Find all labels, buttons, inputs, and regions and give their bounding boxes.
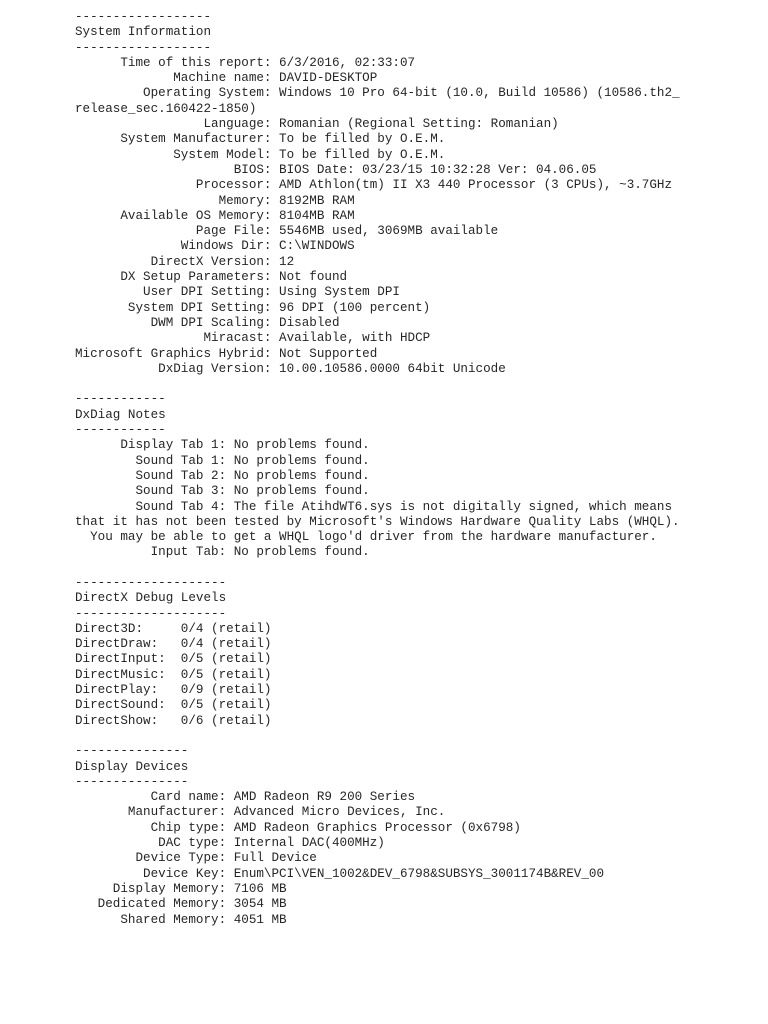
report-line: that it has not been tested by Microsoft's Windows Hardware Quality Labs (WHQL).: [75, 514, 680, 529]
report-line: Sound Tab 2: No problems found.: [75, 468, 370, 483]
report-line: Memory: 8192MB RAM: [75, 193, 355, 208]
report-line: Operating System: Windows 10 Pro 64-bit (10.0, Build 10586) (10586.th2_: [75, 86, 680, 101]
report-line: Language: Romanian (Regional Setting: Romanian): [75, 117, 559, 132]
report-line: --------------------: [75, 606, 227, 621]
report-line: DxDiag Notes: [75, 407, 166, 422]
report-line: Page File: 5546MB used, 3069MB available: [75, 224, 499, 239]
report-line: DirectMusic: 0/5 (retail): [75, 667, 272, 682]
report-line: DWM DPI Scaling: Disabled: [75, 315, 340, 330]
report-line: Shared Memory: 4051 MB: [75, 912, 287, 927]
report-line: System Information: [75, 25, 212, 40]
report-line: ---------------: [75, 774, 189, 789]
report-line: Sound Tab 1: No problems found.: [75, 453, 370, 468]
report-line: --------------------: [75, 575, 227, 590]
report-line: Available OS Memory: 8104MB RAM: [75, 208, 355, 223]
report-line: Windows Dir: C:\WINDOWS: [75, 239, 355, 254]
report-line: User DPI Setting: Using System DPI: [75, 285, 400, 300]
report-line: System DPI Setting: 96 DPI (100 percent): [75, 300, 431, 315]
report-line: Display Devices: [75, 759, 189, 774]
report-line: DirectX Version: 12: [75, 254, 295, 269]
report-line: DxDiag Version: 10.00.10586.0000 64bit Unicode: [75, 361, 506, 376]
report-line: You may be able to get a WHQL logo'd driver from the hardware manufacturer.: [75, 530, 657, 545]
report-line: Display Tab 1: No problems found.: [75, 438, 370, 453]
report-line: DirectDraw: 0/4 (retail): [75, 637, 272, 652]
report-line: Time of this report: 6/3/2016, 02:33:07: [75, 55, 416, 70]
report-line: Sound Tab 3: No problems found.: [75, 484, 370, 499]
report-line: Sound Tab 4: The file AtihdWT6.sys is not digitally signed, which means: [75, 499, 673, 514]
report-line: Chip type: AMD Radeon Graphics Processor (0x6798): [75, 820, 521, 835]
report-line: Direct3D: 0/4 (retail): [75, 621, 272, 636]
report-line: Device Type: Full Device: [75, 851, 317, 866]
report-line: DAC type: Internal DAC(400MHz): [75, 836, 385, 851]
report-line: ---------------: [75, 744, 189, 759]
blank-line: [75, 729, 680, 744]
report-line: System Model: To be filled by O.E.M.: [75, 147, 446, 162]
report-line: DX Setup Parameters: Not found: [75, 270, 348, 285]
report-line: Dedicated Memory: 3054 MB: [75, 897, 287, 912]
dxdiag-report: [75, 10, 680, 928]
blank-line: [75, 377, 680, 392]
report-line: Processor: AMD Athlon(tm) II X3 440 Processor (3 CPUs), ~3.7GHz: [75, 178, 673, 193]
report-line: ------------------: [75, 40, 212, 55]
report-line: System Manufacturer: To be filled by O.E.M.: [75, 132, 446, 147]
report-line: DirectX Debug Levels: [75, 591, 227, 606]
report-line: ------------: [75, 392, 166, 407]
report-line: Card name: AMD Radeon R9 200 Series: [75, 790, 416, 805]
report-line: DirectPlay: 0/9 (retail): [75, 683, 272, 698]
report-line: ------------------: [75, 10, 212, 24]
report-line: Device Key: Enum\PCI\VEN_1002&DEV_6798&SUBSYS_3001174B&REV_00: [75, 866, 605, 881]
report-line: Machine name: DAVID-DESKTOP: [75, 71, 378, 86]
report-line: DirectInput: 0/5 (retail): [75, 652, 272, 667]
blank-line: [75, 561, 680, 576]
report-line: Microsoft Graphics Hybrid: Not Supported: [75, 346, 378, 361]
report-line: BIOS: BIOS Date: 03/23/15 10:32:28 Ver: 04.06.05: [75, 162, 597, 177]
report-line: DirectSound: 0/5 (retail): [75, 698, 272, 713]
report-line: Miracast: Available, with HDCP: [75, 331, 431, 346]
report-line: ------------: [75, 423, 166, 438]
report-line: Manufacturer: Advanced Micro Devices, Inc.: [75, 805, 446, 820]
report-line: Input Tab: No problems found.: [75, 545, 370, 560]
report-line: release_sec.160422-1850): [75, 101, 257, 116]
report-line: DirectShow: 0/6 (retail): [75, 713, 272, 728]
report-line: Display Memory: 7106 MB: [75, 881, 287, 896]
